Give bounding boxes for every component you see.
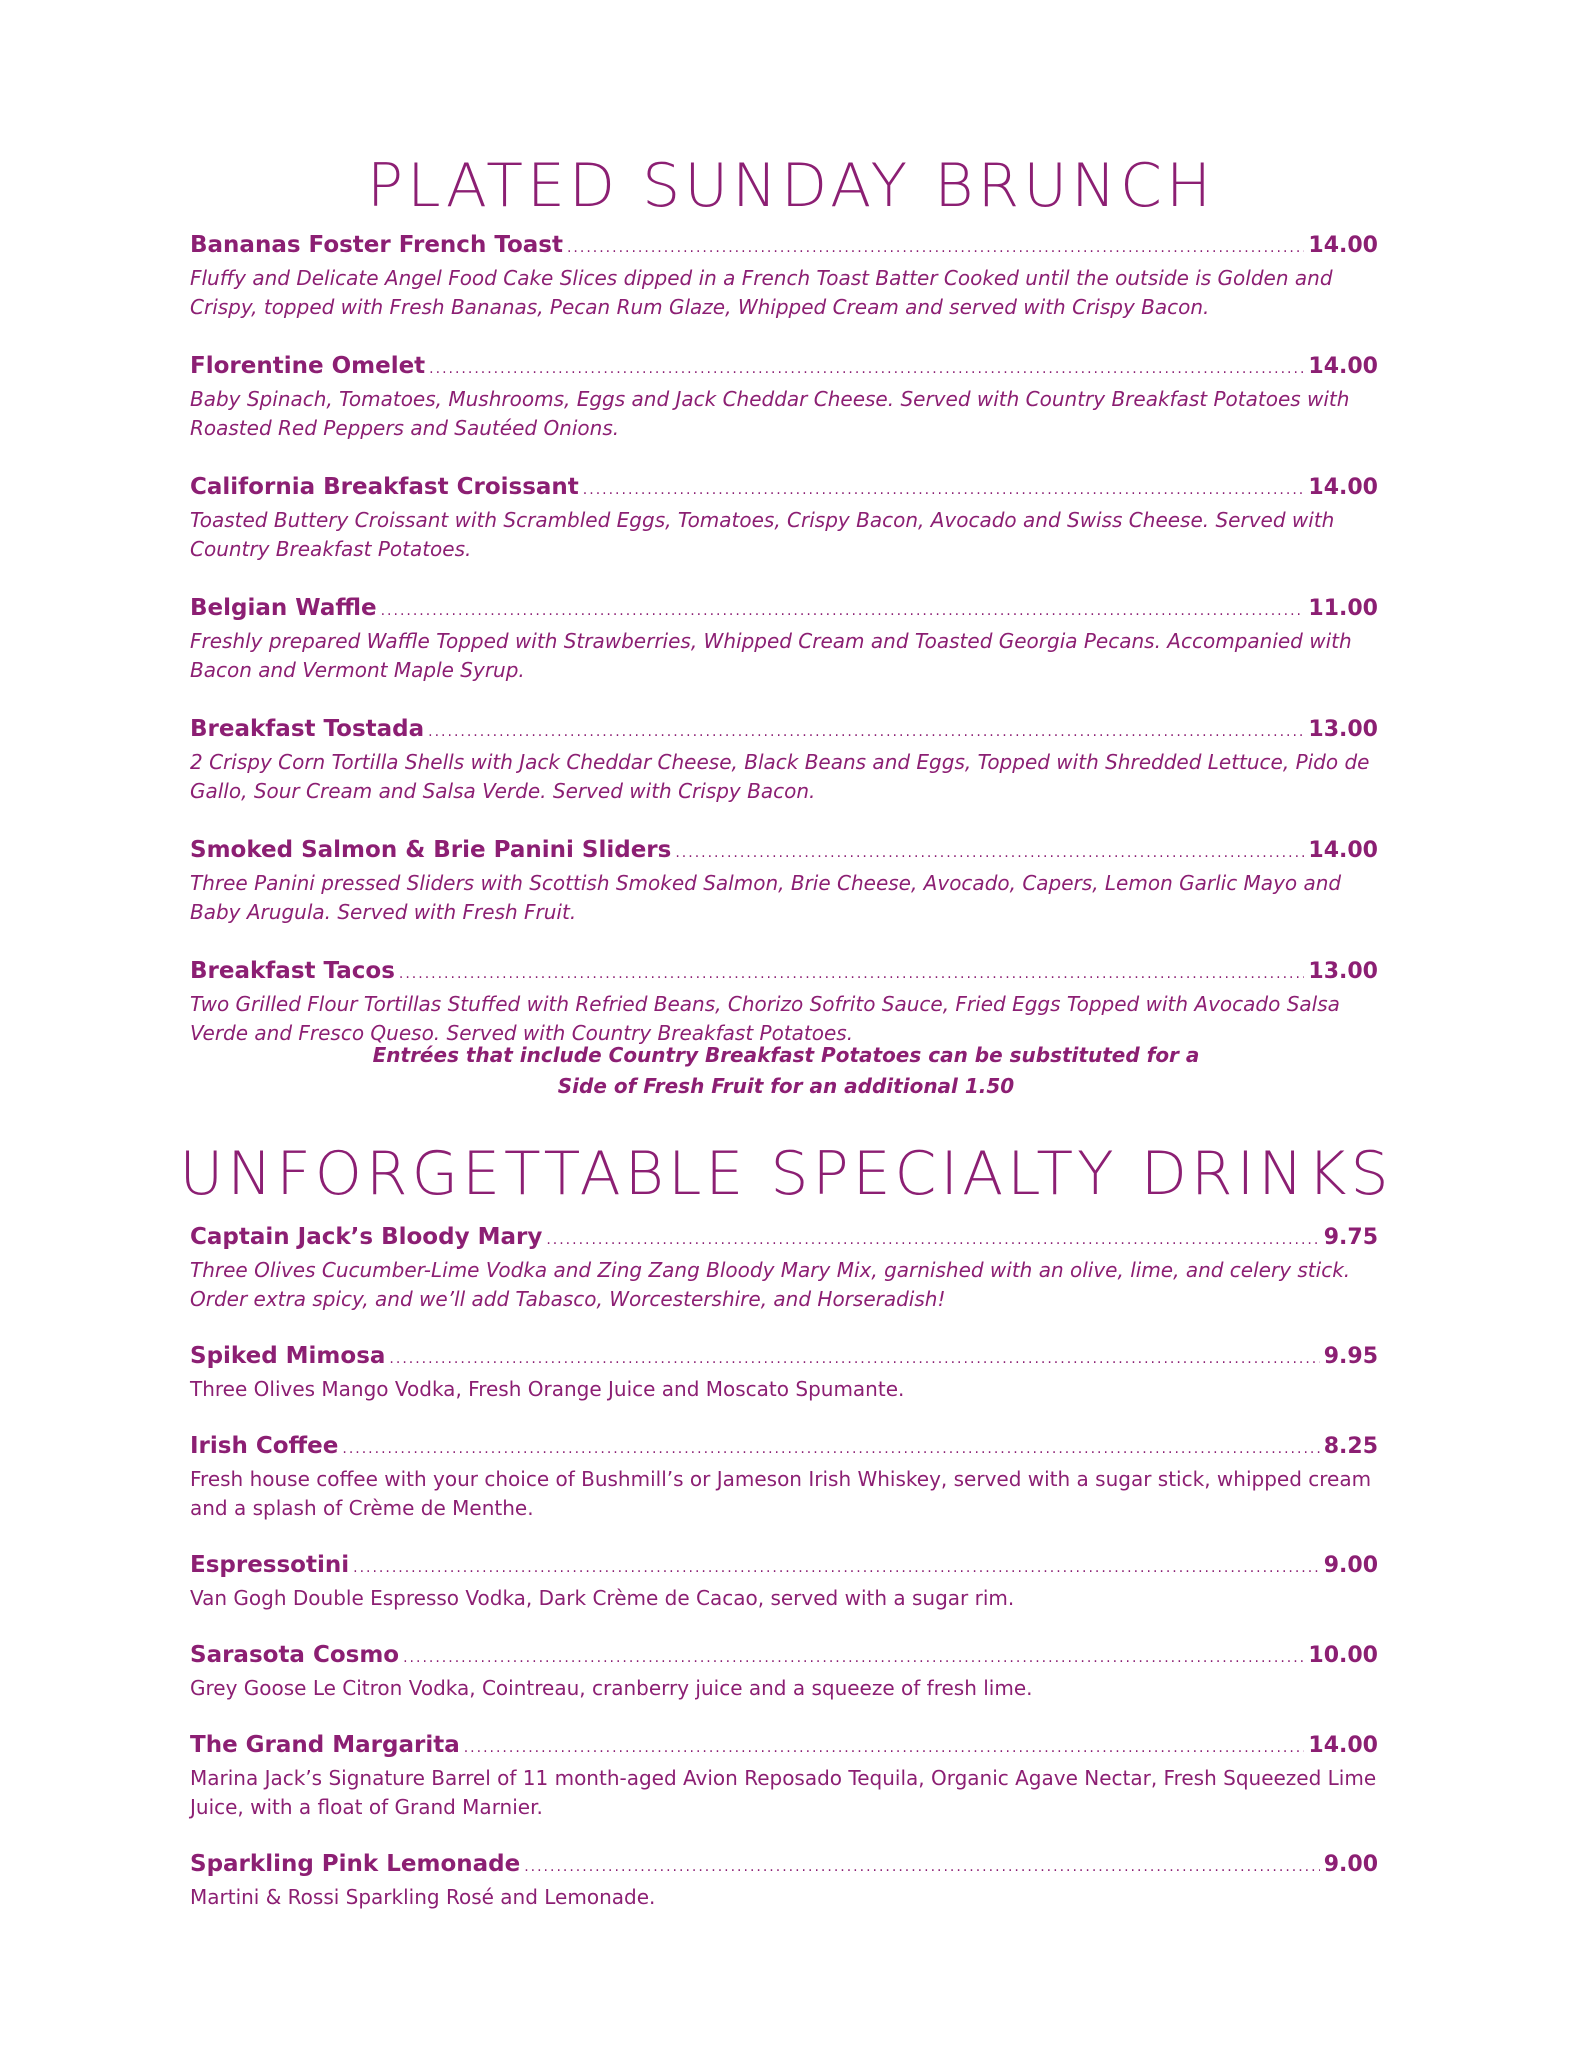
dot-leader bbox=[353, 1553, 1320, 1584]
item-title-row bbox=[190, 1341, 1378, 1375]
menu-item bbox=[190, 593, 1378, 685]
item-title-row bbox=[190, 1849, 1378, 1883]
item-description: Three Olives Mango Vodka, Fresh Orange Juice and Moscato Spumante. bbox=[190, 1377, 905, 1401]
item-title-row bbox=[190, 230, 1378, 264]
dot-leader bbox=[399, 959, 1305, 990]
item-name: Smoked Salmon & Brie Panini Sliders bbox=[190, 837, 672, 863]
item-description: Three Olives Cucumber-Lime Vodka and Zing Zang Bloody Mary Mix, garnished with an olive, lime, and celery stick. Order extra spicy, and we’ll add Tabasco, Worcestershire, and Horseradish! bbox=[190, 1258, 1351, 1311]
item-description: Grey Goose Le Citron Vodka, Cointreau, cranberry juice and a squeeze of fresh lime. bbox=[190, 1676, 1033, 1700]
dot-leader bbox=[381, 596, 1305, 627]
item-title-row bbox=[190, 1222, 1378, 1256]
dot-leader bbox=[342, 1434, 1319, 1465]
menu-item bbox=[190, 1640, 1378, 1703]
item-title-row bbox=[190, 351, 1378, 385]
item-price: 9.75 bbox=[1323, 1225, 1378, 1250]
item-title-row bbox=[190, 1640, 1378, 1674]
item-description: Martini & Rossi Sparkling Rosé and Lemonade. bbox=[190, 1885, 656, 1909]
item-title-row bbox=[190, 835, 1378, 869]
item-title-row bbox=[190, 1730, 1378, 1764]
item-description: Three Panini pressed Sliders with Scottish Smoked Salmon, Brie Cheese, Avocado, Capers, Lemon Garlic Mayo and Baby Arugula. Served with Fresh Fruit. bbox=[190, 871, 1342, 924]
item-name: Breakfast Tostada bbox=[190, 716, 425, 742]
drinks-section bbox=[190, 1222, 1378, 1939]
dot-leader bbox=[546, 1225, 1319, 1256]
dot-leader bbox=[567, 233, 1304, 264]
menu-item bbox=[190, 1550, 1378, 1613]
item-name: California Breakfast Croissant bbox=[190, 474, 579, 500]
item-price: 14.00 bbox=[1308, 838, 1378, 863]
item-description: Two Grilled Flour Tortillas Stuffed with Refried Beans, Chorizo Sofrito Sauce, Fried Eggs Topped with Avocado Salsa Verde and Fresco Queso. Served with Country Breakfast Potatoes. bbox=[190, 992, 1340, 1045]
item-description: Freshly prepared Waffle Topped with Strawberries, Whipped Cream and Toasted Georgia Pecans. Accompanied with Bacon and Vermont Maple Syrup. bbox=[190, 629, 1352, 682]
item-title-row bbox=[190, 1431, 1378, 1465]
item-title-row bbox=[190, 1550, 1378, 1584]
item-title-row bbox=[190, 714, 1378, 748]
dot-leader bbox=[389, 1344, 1319, 1375]
item-description: Toasted Buttery Croissant with Scrambled Eggs, Tomatoes, Crispy Bacon, Avocado and Swiss Cheese. Served with Country Breakfast Potatoes. bbox=[190, 508, 1335, 561]
item-name: Breakfast Tacos bbox=[190, 958, 395, 984]
item-name: Irish Coffee bbox=[190, 1433, 339, 1459]
brunch-section bbox=[190, 230, 1378, 1048]
menu-item bbox=[190, 835, 1378, 927]
item-price: 13.00 bbox=[1308, 717, 1378, 742]
item-name: Florentine Omelet bbox=[190, 353, 426, 379]
item-name: Bananas Foster French Toast bbox=[190, 232, 563, 258]
menu-item bbox=[190, 351, 1378, 443]
item-name: The Grand Margarita bbox=[190, 1732, 460, 1758]
dot-leader bbox=[524, 1852, 1320, 1883]
item-price: 14.00 bbox=[1308, 233, 1378, 258]
dot-leader bbox=[429, 354, 1304, 385]
item-title-row bbox=[190, 956, 1378, 990]
item-price: 14.00 bbox=[1308, 1733, 1378, 1758]
item-name: Spiked Mimosa bbox=[190, 1343, 386, 1369]
item-price: 9.00 bbox=[1323, 1852, 1378, 1877]
dot-leader bbox=[464, 1733, 1305, 1764]
brunch-heading: PLATED SUNDAY BRUNCH bbox=[366, 151, 1216, 221]
item-name: Belgian Waffle bbox=[190, 595, 377, 621]
item-description: Van Gogh Double Espresso Vodka, Dark Crème de Cacao, served with a sugar rim. bbox=[190, 1586, 1015, 1610]
item-name: Espressotini bbox=[190, 1552, 350, 1578]
item-price: 14.00 bbox=[1308, 475, 1378, 500]
item-price: 11.00 bbox=[1308, 596, 1378, 621]
drinks-heading: UNFORGETTABLE SPECIALTY DRINKS bbox=[179, 1139, 1393, 1209]
item-price: 8.25 bbox=[1323, 1434, 1378, 1459]
menu-item bbox=[190, 956, 1378, 1048]
substitution-note-line: Entrées that include Country Breakfast Potatoes can be substituted for a bbox=[372, 1043, 1200, 1067]
item-name: Sparkling Pink Lemonade bbox=[190, 1851, 521, 1877]
item-description: Fluffy and Delicate Angel Food Cake Slices dipped in a French Toast Batter Cooked until the outside is Golden and Crispy, topped with Fresh Bananas, Pecan Rum Glaze, Whipped Cream and served with Crispy Bacon. bbox=[190, 266, 1333, 319]
item-description: 2 Crispy Corn Tortilla Shells with Jack Cheddar Cheese, Black Beans and Eggs, Topped with Shredded Lettuce, Pido de Gallo, Sour Cream and Salsa Verde. Served with Crispy Bacon. bbox=[190, 750, 1370, 803]
item-title-row bbox=[190, 472, 1378, 506]
substitution-note bbox=[0, 1040, 1572, 1102]
item-price: 9.95 bbox=[1323, 1344, 1378, 1369]
dot-leader bbox=[403, 1643, 1304, 1674]
menu-item bbox=[190, 714, 1378, 806]
menu-item bbox=[190, 230, 1378, 322]
item-description: Baby Spinach, Tomatoes, Mushrooms, Eggs and Jack Cheddar Cheese. Served with Country Breakfast Potatoes with Roasted Red Peppers and Sautéed Onions. bbox=[190, 387, 1350, 440]
dot-leader bbox=[428, 717, 1304, 748]
menu-item bbox=[190, 1730, 1378, 1822]
item-description: Marina Jack’s Signature Barrel of 11 month-aged Avion Reposado Tequila, Organic Agave Nectar, Fresh Squeezed Lime Juice, with a float of Grand Marnier. bbox=[190, 1766, 1377, 1819]
dot-leader bbox=[675, 838, 1304, 869]
menu-item bbox=[190, 1849, 1378, 1912]
item-description: Fresh house coffee with your choice of Bushmill’s or Jameson Irish Whiskey, served with a sugar stick, whipped cream and a splash of Crème de Menthe. bbox=[190, 1467, 1372, 1520]
item-price: 14.00 bbox=[1308, 354, 1378, 379]
substitution-note-line: Side of Fresh Fruit for an additional 1.50 bbox=[557, 1074, 1015, 1098]
item-name: Captain Jack’s Bloody Mary bbox=[190, 1224, 543, 1250]
menu-item bbox=[190, 1222, 1378, 1314]
menu-item bbox=[190, 1431, 1378, 1523]
item-price: 13.00 bbox=[1308, 959, 1378, 984]
item-title-row bbox=[190, 593, 1378, 627]
menu-item bbox=[190, 472, 1378, 564]
menu-item bbox=[190, 1341, 1378, 1404]
item-name: Sarasota Cosmo bbox=[190, 1642, 400, 1668]
dot-leader bbox=[583, 475, 1305, 506]
item-price: 9.00 bbox=[1323, 1553, 1378, 1578]
item-price: 10.00 bbox=[1308, 1643, 1378, 1668]
